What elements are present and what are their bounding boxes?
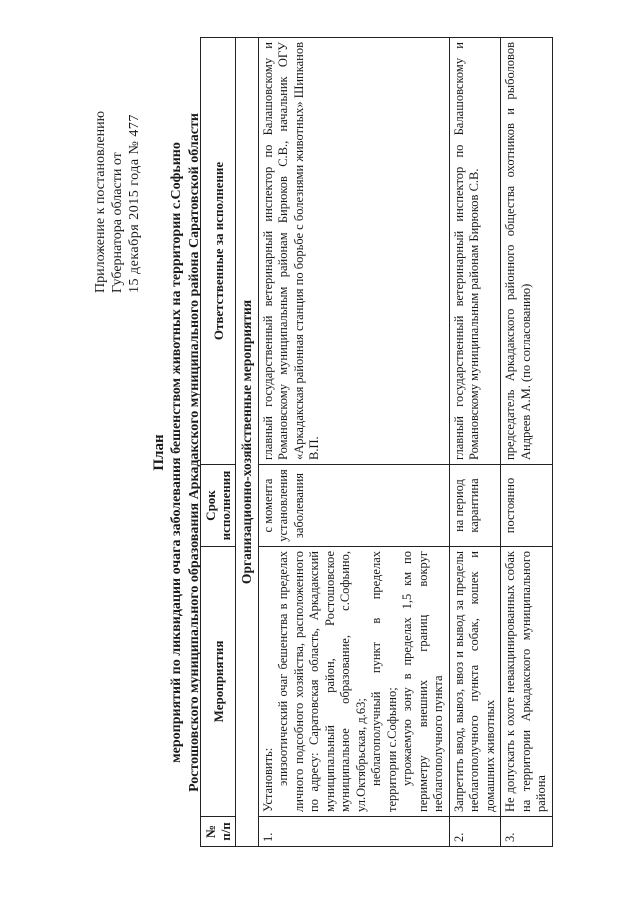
row-responsible: председатель Аркадакского районного общества охотников и рыболовов Андреев А.М. (по согласованию) [501,38,553,465]
title-subject: мероприятий по ликвидации очага заболевания бешенством животных на территории с.Софьино [169,142,184,763]
event-paragraph: неблагополучный пункт в пределах территории с.Софьино; [369,551,399,812]
title-plan: План [151,434,167,471]
row-responsible: главный государственный ветеринарный инспектор по Балашовскому и Романовскому муниципальным районам Бирюков С.В., начальник ОГУ «Аркадакская районная станция по борьбе с болезнями животных» Шипканов В.П. [258,38,449,465]
row-num: 3. [501,817,553,847]
row-num: 1. [258,817,449,847]
table-header-row [201,38,236,847]
event-paragraph: Установить: [260,747,275,812]
title-location: Ростошовского муниципального образования Аркадакского муниципального района Саратовской области [187,113,202,792]
event-paragraph: угрожаемую зону в пределах 1,5 км по периметру внешних границ вокруг неблагополучного пункта [400,551,445,812]
row-responsible: главный государственный ветеринарный инспектор по Балашовскому и Романовскому муниципальным районам Бирюков С.В. [449,38,501,465]
table-row [501,38,553,847]
header-term: Срок исполнения [201,465,236,547]
header-responsible: Ответственные за исполнение [201,38,236,465]
header-num: № п/п [201,817,236,847]
plan-table [200,37,553,847]
table-row [258,38,449,847]
appendix-note [92,111,143,293]
row-term: постоянно [501,465,553,547]
event-paragraph: эпизоотический очаг бешенства в пределах личного подсобного хозяйства, расположенного по адресу: Саратовская область, Аркадакский муниципальный район, Ростошовское муниципальное образование, с.Софьино, ул.Октябрьская, д.63; [276,551,368,812]
header-event: Мероприятия [201,547,236,817]
appendix-line-3: 15 декабря 2015 года № 477 [127,114,142,293]
appendix-line-1: Приложение к постановлению [93,110,108,293]
table-row [449,38,501,847]
document-title [150,40,204,865]
section-row [236,38,259,847]
row-event [258,547,449,817]
appendix-line-2: Губернатора области от [110,152,125,293]
row-event: Запретить ввод, вывоз, ввоз и вывод за пределы неблагополучного пункта собак, кошек и домашних животных [449,547,501,817]
row-event: Не допускать к охоте невакцинированных собак на территории Аркадакского муниципального района [501,547,553,817]
row-num: 2. [449,817,501,847]
row-term: на период карантина [449,465,501,547]
section-title: Организационно-хозяйственные мероприятия [236,38,259,847]
row-term: с момента установления заболевания [258,465,449,547]
